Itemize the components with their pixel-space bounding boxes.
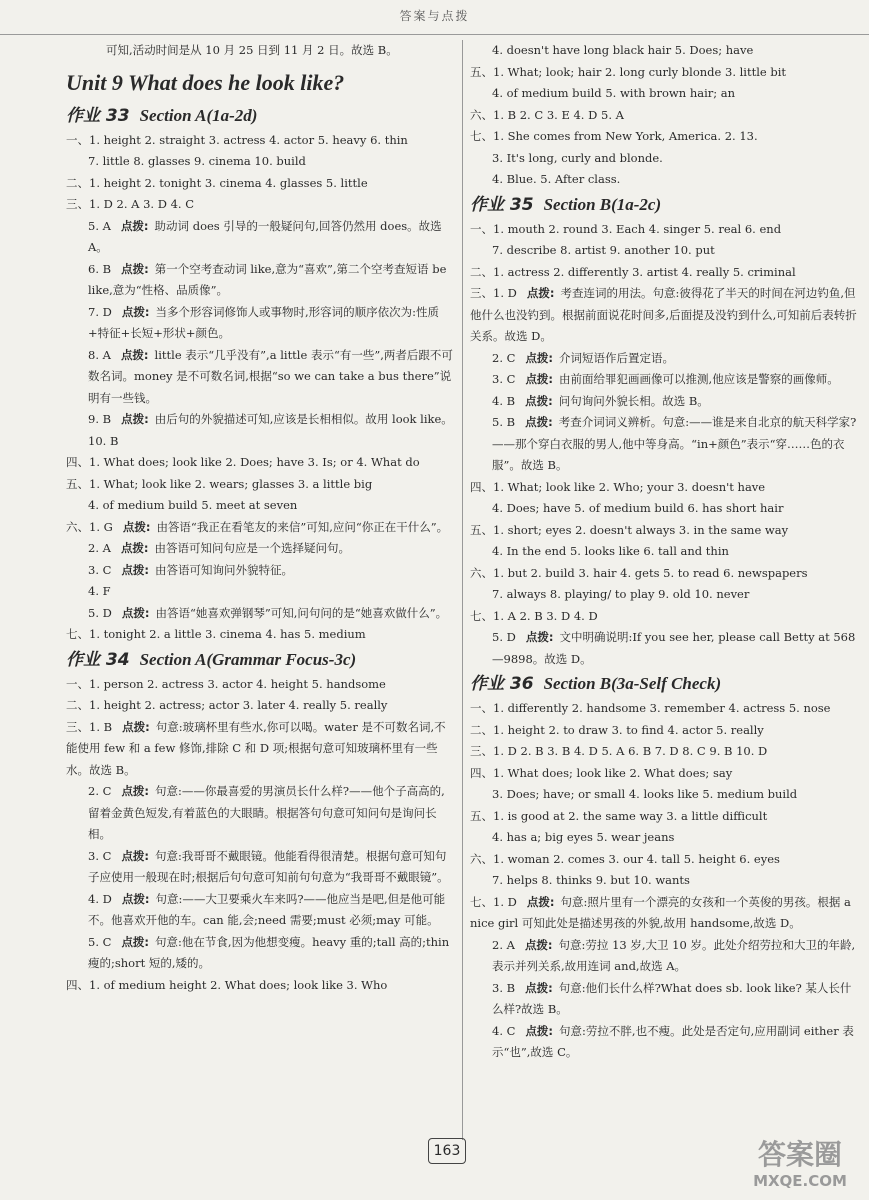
answer-number: 3. C	[88, 562, 112, 577]
explained-answer	[470, 348, 860, 370]
tip-text: 句意:——你最喜爱的男演员长什么样?——他个子高高的,留着金黄色短发,有着蓝色的大眼睛。根据答句句意可知问句是询问长相。	[88, 784, 445, 841]
answer-number: 4. D	[88, 891, 112, 906]
answer-line: 4. Does; have 5. of medium build 6. has short hair	[492, 501, 784, 515]
tip-text: 句意:他们长什么样?What does sb. look like? 某人长什么样?故选 B。	[492, 980, 852, 1016]
answer-line: 7. little 8. glasses 9. cinema 10. build	[88, 154, 306, 168]
explained-answer	[470, 412, 860, 477]
tip-label: 点拨:	[122, 519, 151, 534]
tip-text: 句意:玻璃杯里有些水,你可以喝。water 是不可数名词,不能使用 few 和 a few 修饰,排除 C 和 D 项;根据句意可知玻璃杯里有一些水。故选 B。	[66, 719, 446, 777]
answer-line: 六、1. but 2. build 3. hair 4. gets 5. to read 6. newspapers	[470, 565, 808, 580]
answer-line: 五、1. What; look; hair 2. long curly blonde 3. little bit	[470, 64, 787, 79]
tip-label: 点拨:	[526, 894, 555, 909]
explained-answer	[66, 560, 456, 582]
tip-text: 由后句的外貌描述可知,应该是长相相似。故用 look like。	[154, 412, 453, 426]
page-number: 163	[428, 1138, 466, 1164]
answer-number: 5. D	[492, 630, 516, 644]
answer-line: 7. helps 8. thinks 9. but 10. wants	[492, 873, 690, 887]
tip-text: 由答语“我正在看笔友的来信”可知,应问“你正在干什么”。	[156, 519, 449, 534]
tip-label: 点拨:	[525, 1023, 554, 1038]
answer-line: 七、1. She comes from New York, America. 2. 13.	[470, 129, 758, 143]
explained-answer	[66, 517, 456, 539]
explained-answer	[66, 603, 456, 625]
watermark-logo	[738, 1128, 862, 1194]
answer-line: 一、1. person 2. actress 3. actor 4. height 5. handsome	[66, 676, 386, 691]
explained-answer	[470, 283, 860, 348]
answer-number: 5. A	[88, 218, 111, 233]
tip-label: 点拨:	[120, 541, 149, 555]
tip-text: 第一个空考查动词 like,意为“喜欢”,第二个空考查短语 be like,意为“性格、品质像”。	[88, 261, 447, 297]
tip-text: 考查连词的用法。句意:彼得花了半天的时间在河边钓鱼,但他什么也没钓到。根据前面说花时间多,后面提及没钓到什么,可知前后表转折关系。故选 D。	[470, 286, 857, 343]
section-heading-35	[470, 191, 860, 219]
intro-line: 可知,活动时间是从 10 月 25 日到 11 月 2 日。故选 B。	[106, 43, 398, 57]
answer-line: 4. has a; big eyes 5. wear jeans	[492, 830, 675, 844]
answer-line: 4. F	[88, 584, 111, 598]
explained-answer	[66, 781, 456, 846]
section-tag: 作业 33	[66, 105, 130, 126]
left-column	[66, 40, 456, 996]
answer-number: 七、1. D	[470, 894, 517, 909]
section-heading-33	[66, 102, 456, 130]
tip-label: 点拨:	[120, 347, 149, 362]
tip-label: 点拨:	[122, 719, 150, 734]
section-tag: 作业 34	[66, 649, 130, 670]
answer-number: 3. C	[88, 848, 112, 863]
tip-text: 考查介词词义辨析。句意:——谁是来自北京的航天科学家?——那个穿白衣服的男人,他中等身高。“in+颜色”表示“穿……色的衣服”。故选 B。	[492, 415, 857, 472]
tip-text: 句意:——大卫要乘火车来吗?——他应当是吧,但是他可能不。他喜欢开他的车。can 能,会;need 需要;must 必须;may 可能。	[88, 891, 446, 927]
answer-number: 7. D	[88, 304, 112, 319]
explained-answer	[66, 538, 456, 560]
tip-text: 句意:他在节食,因为他想变瘦。heavy 重的;tall 高的;thin 瘦的;short 短的,矮的。	[88, 934, 450, 970]
column-divider	[462, 40, 463, 1140]
answer-line: 四、1. of medium height 2. What does; look like 3. Who	[66, 977, 388, 992]
section-name: Section A(1a-2d)	[139, 105, 258, 125]
answer-line: 三、1. D 2. A 3. D 4. C	[66, 197, 195, 211]
answer-line: 七、1. tonight 2. a little 3. cinema 4. has 5. medium	[66, 627, 366, 641]
tip-label: 点拨:	[121, 934, 150, 949]
answer-number: 2. C	[492, 350, 516, 365]
explained-answer	[66, 302, 456, 345]
tip-label: 点拨:	[121, 605, 150, 620]
answer-line: 3. It's long, curly and blonde.	[492, 150, 663, 165]
answer-line: 五、1. What; look like 2. wears; glasses 3. a little big	[66, 476, 373, 491]
answer-number: 6. B	[88, 261, 112, 276]
answer-number: 4. B	[492, 393, 516, 408]
tip-label: 点拨:	[121, 891, 150, 906]
answer-line: 二、1. height 2. actress; actor 3. later 4. really 5. really	[66, 698, 388, 712]
tip-text: 助动词 does 引导的一般疑问句,回答仍然用 does。故选 A。	[88, 218, 442, 254]
section-name: Section A(Grammar Focus-3c)	[139, 649, 357, 669]
answer-line: 五、1. is good at 2. the same way 3. a little difficult	[470, 808, 768, 823]
explained-answer	[66, 932, 456, 975]
answer-line: 四、1. What does; look like 2. Does; have 3. Is; or 4. What do	[66, 455, 420, 469]
tip-text: 当多个形容词修饰人或事物时,形容词的顺序依次为:性质+特征+长短+形状+颜色。	[88, 304, 439, 340]
answer-line: 二、1. actress 2. differently 3. artist 4. really 5. criminal	[470, 264, 796, 279]
answer-number: 8. A	[88, 347, 111, 362]
answer-line: 10. B	[88, 433, 119, 448]
tip-label: 点拨:	[525, 630, 554, 644]
tip-label: 点拨:	[120, 218, 149, 233]
page-header	[0, 0, 869, 35]
unit-title: Unit 9 What does he look like?	[66, 69, 345, 95]
tip-text: 由答语“她喜欢弹钢琴”可知,问句问的是“她喜欢做什么”。	[155, 605, 448, 620]
explained-answer	[470, 627, 860, 670]
tip-text: 问句询问外貌长相。故选 B。	[558, 393, 709, 408]
answer-number: 9. B	[88, 412, 112, 426]
tip-label: 点拨:	[525, 980, 553, 995]
explained-answer	[66, 345, 456, 410]
explained-answer	[66, 409, 456, 431]
section-heading-34	[66, 646, 456, 674]
right-column	[470, 40, 860, 1064]
tip-label: 点拨:	[526, 286, 555, 300]
answer-number: 5. D	[88, 605, 112, 620]
answer-number: 3. C	[492, 372, 516, 386]
answer-line: 一、1. differently 2. handsome 3. remember 4. actress 5. nose	[470, 701, 831, 715]
section-name: Section B(1a-2c)	[543, 194, 662, 214]
answer-number: 2. A	[492, 937, 515, 952]
tip-label: 点拨:	[121, 412, 149, 426]
answer-number: 2. C	[88, 784, 112, 798]
answer-number: 三、1. B	[66, 719, 113, 734]
answer-line: 4. of medium build 5. meet at seven	[88, 498, 298, 512]
answer-number: 2. A	[88, 541, 111, 555]
explained-answer	[470, 391, 860, 413]
answer-line: 4. Blue. 5. After class.	[492, 172, 621, 186]
answer-line: 四、1. What does; look like 2. What does; say	[470, 765, 733, 780]
explained-answer	[470, 935, 860, 978]
tip-text: 由答语可知询问外貌特征。	[155, 562, 294, 577]
tip-label: 点拨:	[121, 848, 150, 863]
explained-answer	[66, 846, 456, 889]
answer-line: 二、1. height 2. to draw 3. to find 4. actor 5. really	[470, 722, 764, 737]
explained-answer	[470, 1021, 860, 1064]
tip-text: 句意:劳拉不胖,也不瘦。此处是否定句,应用副词 either 表示“也”,故选 C。	[492, 1023, 854, 1059]
tip-label: 点拨:	[121, 304, 150, 319]
section-tag: 作业 36	[470, 674, 534, 694]
section-heading-36	[470, 670, 860, 698]
explained-answer	[66, 717, 456, 782]
tip-label: 点拨:	[525, 415, 553, 429]
tip-label: 点拨:	[121, 261, 149, 276]
answer-line: 四、1. What; look like 2. Who; your 3. doesn't have	[470, 479, 766, 494]
tip-text: 句意:劳拉 13 岁,大卫 10 岁。此处介绍劳拉和大卫的年龄,表示并列关系,故用连词 and,故选 A。	[492, 937, 856, 973]
answer-line: 二、1. height 2. tonight 3. cinema 4. glasses 5. little	[66, 175, 368, 190]
answer-line: 一、1. height 2. straight 3. actress 4. actor 5. heavy 6. thin	[66, 132, 408, 147]
answer-line: 三、1. D 2. B 3. B 4. D 5. A 6. B 7. D 8. C 9. B 10. D	[470, 744, 768, 758]
watermark-sub: MXQE.COM	[753, 1172, 847, 1190]
tip-text: 由前面给罪犯画画像可以推测,他应该是警察的画像师。	[559, 372, 839, 386]
tip-text: 句意:照片里有一个漂亮的女孩和一个英俊的男孩。根据 a nice girl 可知此处是描述男孩的外貌,故用 handsome,故选 D。	[470, 894, 851, 930]
answer-number: 3. B	[492, 980, 516, 995]
tip-text: 由答语可知问句应是一个选择疑问句。	[154, 541, 351, 555]
tip-label: 点拨:	[525, 350, 554, 365]
tip-text: little 表示“几乎没有”,a little 表示“有一些”,两者后跟不可数名词。money 是不可数名词,根据“so we can take a bus there”说明有一些钱。	[88, 347, 453, 405]
tip-label: 点拨:	[525, 393, 553, 408]
answer-line: 4. In the end 5. looks like 6. tall and thin	[492, 544, 729, 558]
answer-line: 五、1. short; eyes 2. doesn't always 3. in the same way	[470, 522, 789, 537]
answer-line: 六、1. B 2. C 3. E 4. D 5. A	[470, 107, 624, 122]
answer-line: 4. doesn't have long black hair 5. Does; have	[492, 43, 754, 57]
answer-line: 7. describe 8. artist 9. another 10. put	[492, 243, 715, 257]
watermark-main: 答案圈	[757, 1138, 843, 1171]
tip-label: 点拨:	[121, 562, 150, 577]
explained-answer	[470, 892, 860, 935]
section-tag: 作业 35	[470, 194, 534, 215]
answer-number: 三、1. D	[470, 286, 517, 300]
explained-answer	[470, 369, 860, 391]
answer-line: 7. always 8. playing/ to play 9. old 10. never	[492, 587, 750, 601]
tip-text: 介词短语作后置定语。	[559, 350, 675, 365]
answer-line: 一、1. mouth 2. round 3. Each 4. singer 5. real 6. end	[470, 221, 782, 236]
answer-line: 六、1. woman 2. comes 3. our 4. tall 5. height 6. eyes	[470, 851, 780, 866]
answer-number: 4. C	[492, 1023, 516, 1038]
tip-text: 文中明确说明:If you see her, please call Betty at 568—9898。故选 D。	[492, 630, 856, 666]
header-title: 答案与点拨	[399, 9, 470, 23]
explained-answer	[66, 216, 456, 259]
answer-number: 六、1. G	[66, 519, 113, 534]
tip-label: 点拨:	[525, 372, 554, 386]
explained-answer	[66, 889, 456, 932]
answer-line: 七、1. A 2. B 3. D 4. D	[470, 608, 598, 623]
section-name: Section B(3a-Self Check)	[543, 674, 722, 693]
answer-number: 5. C	[88, 934, 112, 949]
explained-answer	[66, 259, 456, 302]
answer-line: 4. of medium build 5. with brown hair; an	[492, 86, 736, 100]
tip-label: 点拨:	[121, 784, 150, 798]
explained-answer	[470, 978, 860, 1021]
tip-label: 点拨:	[524, 937, 553, 952]
answer-number: 5. B	[492, 415, 516, 429]
answer-line: 3. Does; have; or small 4. looks like 5. medium build	[492, 787, 798, 801]
tip-text: 句意:我哥哥不戴眼镜。他能看得很清楚。根据句意可知句子应使用一般现在时;根据后句句意可知前句句意为“我哥哥不戴眼镜”。	[88, 848, 449, 884]
